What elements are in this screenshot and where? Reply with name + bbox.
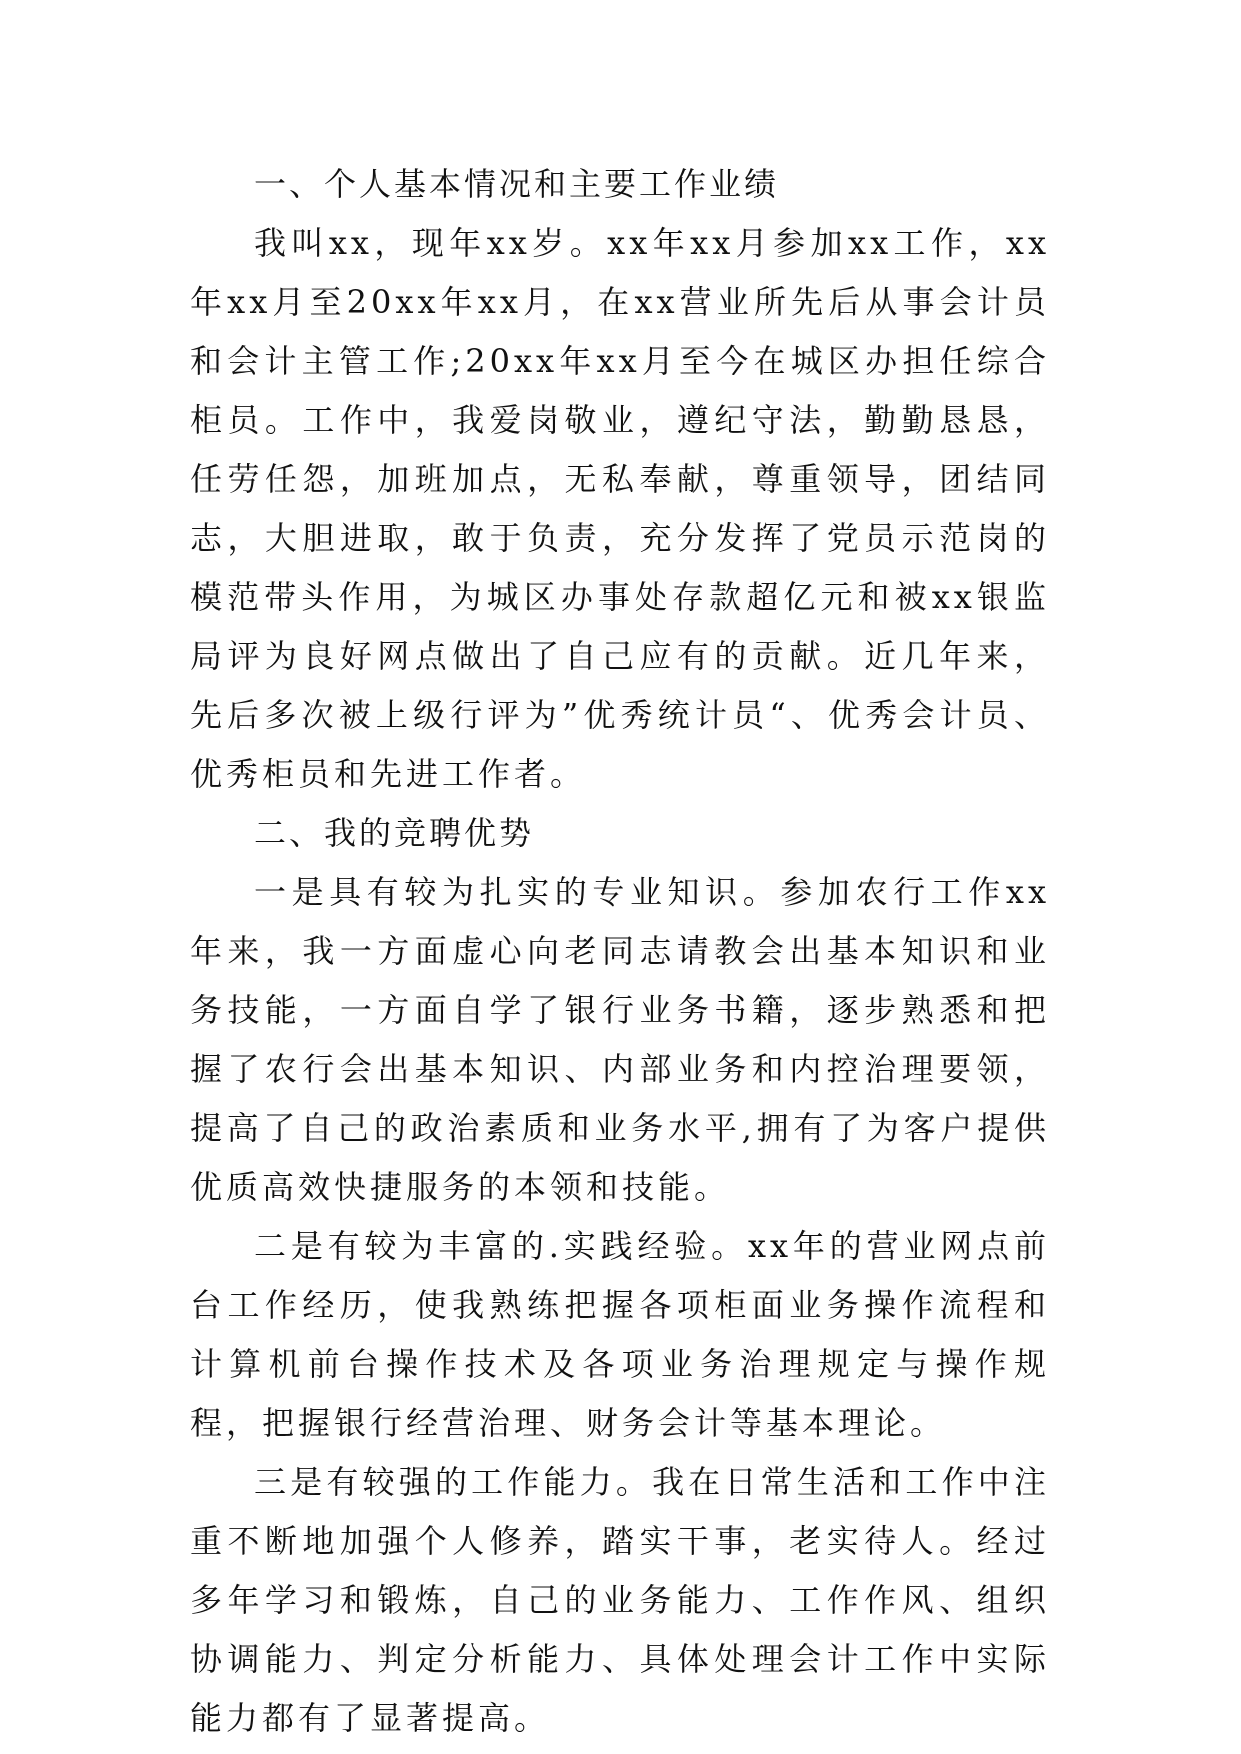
section-heading-advantages: 二、我的竞聘优势	[254, 814, 535, 852]
paragraph-advantage-ability: 三是有较强的工作能力。我在日常生活和工作中注重不断地加强个人修养，踏实干事，老实待人。经过多年学习和锻炼，自己的业务能力、工作作风、组织协调能力、判定分析能力、具体处理会计工作中实际能力都有了显著提高。	[190, 1463, 1050, 1737]
document-body	[190, 155, 1050, 1748]
section-heading-personal-info: 一、个人基本情况和主要工作业绩	[254, 165, 780, 203]
paragraph-advantage-experience: 二是有较为丰富的.实践经验。xx年的营业网点前台工作经历，使我熟练把握各项柜面业务操作流程和计算机前台操作技术及各项业务治理规定与操作规程，把握银行经营治理、财务会计等基本理论。	[190, 1227, 1050, 1442]
paragraph-advantage-knowledge: 一是具有较为扎实的专业知识。参加农行工作xx年来，我一方面虚心向老同志请教会出基本知识和业务技能，一方面自学了银行业务书籍，逐步熟悉和把握了农行会出基本知识、内部业务和内控治理要领，提高了自己的政治素质和业务水平,拥有了为客户提供优质高效快捷服务的本领和技能。	[190, 873, 1050, 1206]
paragraph-personal-info: 我叫xx，现年xx岁。xx年xx月参加xx工作，xx年xx月至20xx年xx月，在xx营业所先后从事会计员和会计主管工作;20xx年xx月至今在城区办担任综合柜员。工作中，我爱岗敬业，遵纪守法，勤勤恳恳，任劳任怨，加班加点，无私奉献，尊重领导，团结同志，大胆进取，敢于负责，充分发挥了党员示范岗的模范带头作用，为城区办事处存款超亿元和被xx银监局评为良好网点做出了自己应有的贡献。近几年来，先后多次被上级行评为”优秀统计员“、优秀会计员、优秀柜员和先进工作者。	[190, 224, 1050, 793]
